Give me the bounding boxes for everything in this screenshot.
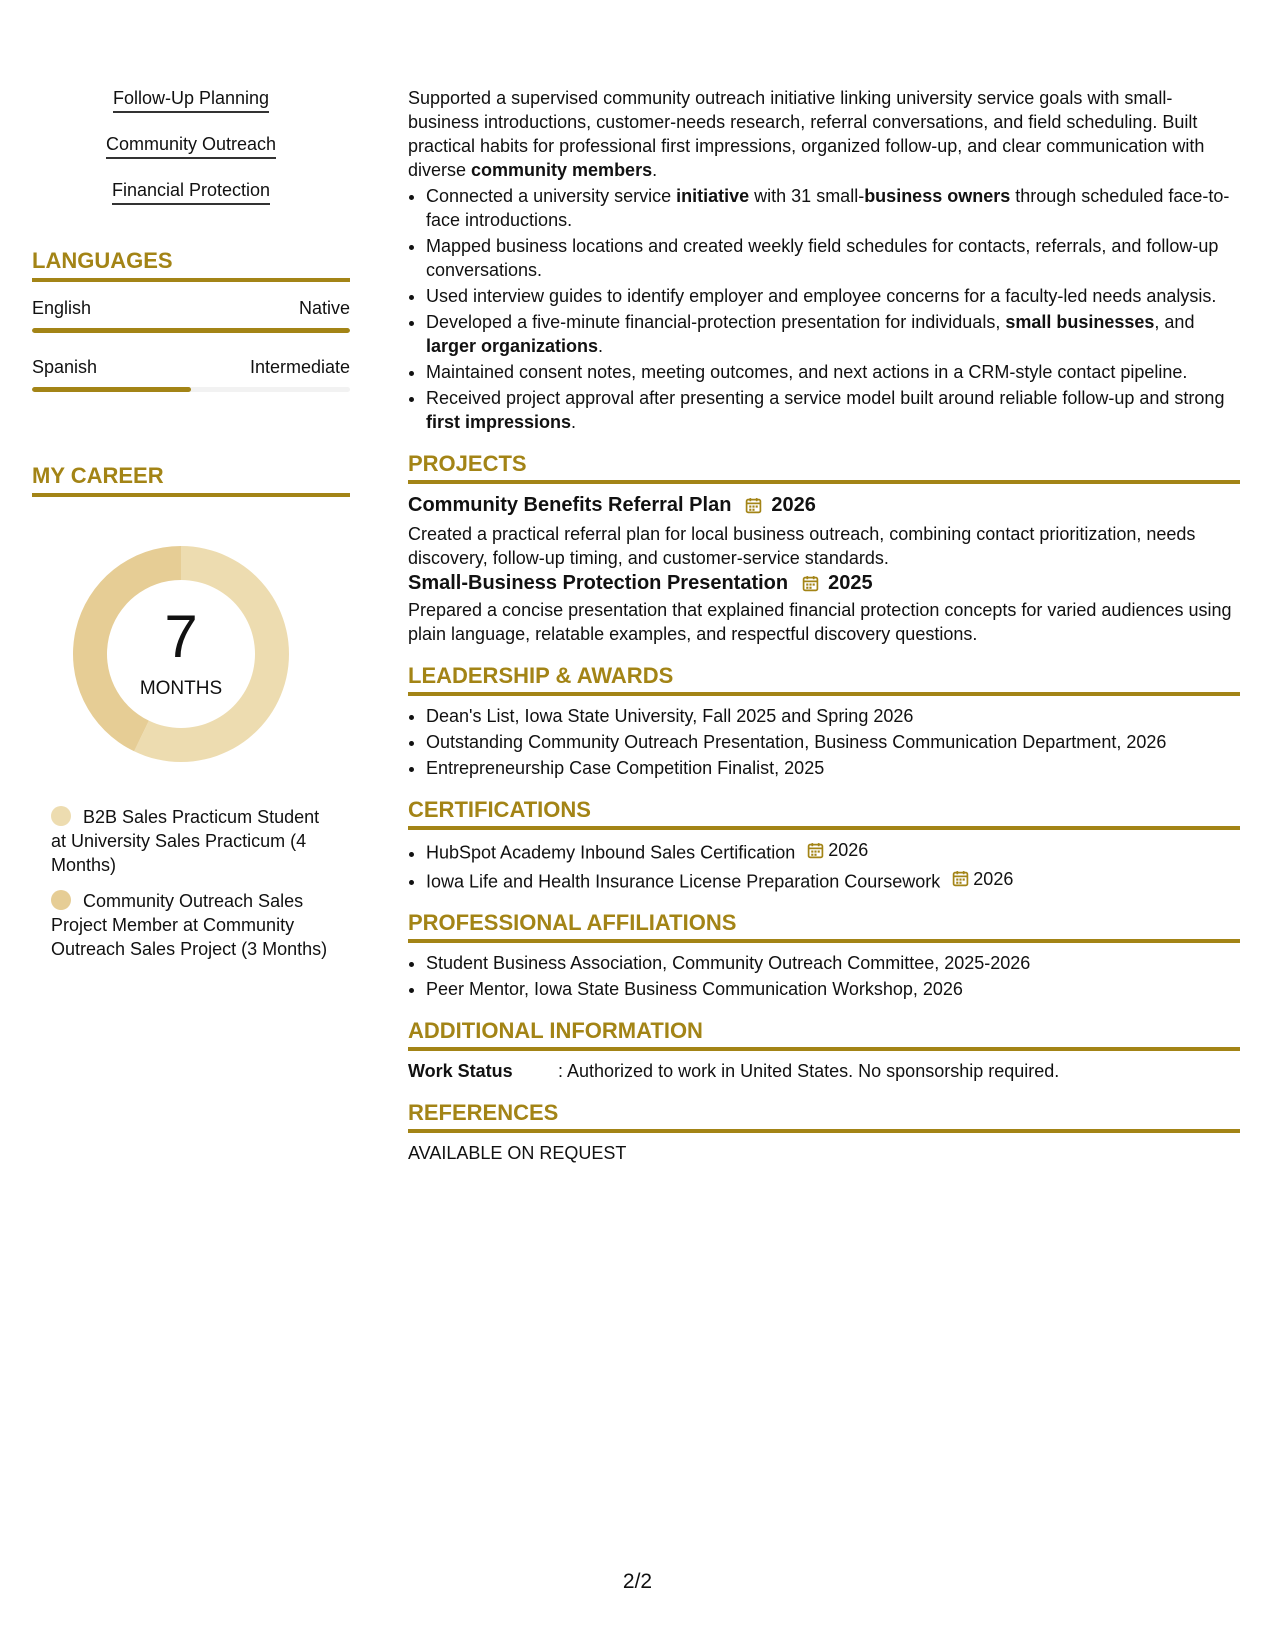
project-title: Small-Business Protection Presentation xyxy=(408,572,789,594)
career-legend-item: B2B Sales Practicum Student at University Sales Practicum (4 Months) xyxy=(51,807,320,875)
list-item: • Used interview guides to identify employer and employee concerns for a faculty-led needs analysis. xyxy=(426,284,1240,308)
sidebar xyxy=(32,86,350,973)
skill-item: Follow-Up Planning xyxy=(32,86,350,113)
list-item xyxy=(426,838,1240,865)
bold-text: initiative xyxy=(676,186,750,206)
references-text: AVAILABLE ON REQUEST xyxy=(408,1143,627,1163)
bold-text: small businesses xyxy=(1005,312,1155,332)
leadership-heading: LEADERSHIP & AWARDS xyxy=(408,662,1240,696)
language-level: Native xyxy=(298,298,350,318)
project-year: 2025 xyxy=(828,572,873,594)
work-status-label: Work Status xyxy=(408,1061,513,1081)
legend-dot-icon xyxy=(51,890,71,910)
language-proficiency-bar xyxy=(32,328,350,333)
calendar-icon xyxy=(952,870,969,887)
list-item: • Student Business Association, Community Outreach Committee, 2025-2026 xyxy=(426,951,1240,975)
bold-text: first impressions xyxy=(426,412,572,432)
legend-dot-icon xyxy=(51,806,71,826)
list-item: • Mapped business locations and created weekly field schedules for contacts, referrals, and follow-up conversations. xyxy=(426,234,1240,282)
project-description: Prepared a concise presentation that explained financial protection concepts for varied audiences using plain language, relatable examples, and respectful discovery questions. xyxy=(408,600,1232,644)
language-proficiency-bar xyxy=(32,387,350,392)
project-year: 2026 xyxy=(771,494,816,516)
project-entry xyxy=(408,570,1240,646)
list-item: • Developed a five-minute financial-protection presentation for individuals, small businesses, and larger organizations. xyxy=(426,310,1240,358)
experience-intro: Supported a supervised community outreach initiative linking university service goals with small-business introductions, customer-needs research, referral conversations, and field scheduling. Built practical habits for professional first impressions, organized follow-up, and clear communication with diverse community members. xyxy=(408,88,1205,180)
list-item xyxy=(426,867,1240,894)
list-item: • Entrepreneurship Case Competition Finalist, 2025 xyxy=(426,756,1240,780)
certifications-list xyxy=(408,838,1240,893)
certification-name: Iowa Life and Health Insurance License Preparation Coursework xyxy=(426,871,941,891)
affiliations-heading: PROFESSIONAL AFFILIATIONS xyxy=(408,909,1240,943)
affiliations-list xyxy=(408,951,1240,1001)
additional-info-heading: ADDITIONAL INFORMATION xyxy=(408,1017,1240,1051)
list-item: • Received project approval after presenting a service model built around reliable follow-up and strong first impressions. xyxy=(426,386,1240,434)
language-proficiency-fill xyxy=(32,328,350,333)
languages-heading: LANGUAGES xyxy=(32,247,350,282)
skill-item: Financial Protection xyxy=(32,178,350,205)
language-proficiency-fill xyxy=(32,387,191,392)
list-item: • Maintained consent notes, meeting outcomes, and next actions in a CRM-style contact pipeline. xyxy=(426,360,1240,384)
language-entry xyxy=(32,296,350,333)
main-content xyxy=(408,86,1240,1165)
list-item: • Peer Mentor, Iowa State Business Communication Workshop, 2026 xyxy=(426,977,1240,1001)
certifications-heading: CERTIFICATIONS xyxy=(408,796,1240,830)
career-heading: MY CAREER xyxy=(32,462,350,497)
calendar-icon xyxy=(745,497,762,514)
certification-year: 2026 xyxy=(973,868,1014,889)
list-item: • Connected a university service initiative with 31 small-business owners through scheduled face-to-face introductions. xyxy=(426,184,1240,232)
skill-list xyxy=(32,86,350,205)
bold-text: larger organizations xyxy=(426,336,599,356)
career-legend-item: Community Outreach Sales Project Member at Community Outreach Sales Project (3 Months) xyxy=(51,891,328,959)
career-legend xyxy=(51,805,331,961)
language-entry xyxy=(32,355,350,392)
list-item: • Dean's List, Iowa State University, Fall 2025 and Spring 2026 xyxy=(426,704,1240,728)
certification-name: HubSpot Academy Inbound Sales Certification xyxy=(426,842,796,863)
projects-heading: PROJECTS xyxy=(408,450,1240,484)
bold-text: community members xyxy=(471,160,653,180)
language-level: Intermediate xyxy=(249,357,350,377)
project-description: Created a practical referral plan for local business outreach, combining contact prioritization, needs discovery, follow-up timing, and customer-service standards. xyxy=(408,524,1196,568)
page-number: 2/2 xyxy=(622,1570,653,1593)
project-title: Community Benefits Referral Plan xyxy=(408,494,732,516)
career-donut-chart xyxy=(66,539,296,769)
experience-bullets xyxy=(408,184,1240,434)
language-name: English xyxy=(32,298,92,318)
work-status-row xyxy=(408,1059,1240,1083)
calendar-icon xyxy=(807,842,824,859)
list-item: • Outstanding Community Outreach Presentation, Business Communication Department, 2026 xyxy=(426,730,1240,754)
language-name: Spanish xyxy=(32,357,98,377)
career-total-unit: MONTHS xyxy=(139,678,223,699)
work-status-value: : Authorized to work in United States. No sponsorship required. xyxy=(558,1061,1060,1081)
calendar-icon xyxy=(802,575,819,592)
references-heading: REFERENCES xyxy=(408,1099,1240,1133)
skill-item: Community Outreach xyxy=(32,132,350,159)
project-entry xyxy=(408,492,1240,570)
leadership-list xyxy=(408,704,1240,780)
career-total-value: 7 xyxy=(164,603,198,670)
bold-text: business owners xyxy=(864,186,1011,206)
certification-year: 2026 xyxy=(828,840,869,860)
